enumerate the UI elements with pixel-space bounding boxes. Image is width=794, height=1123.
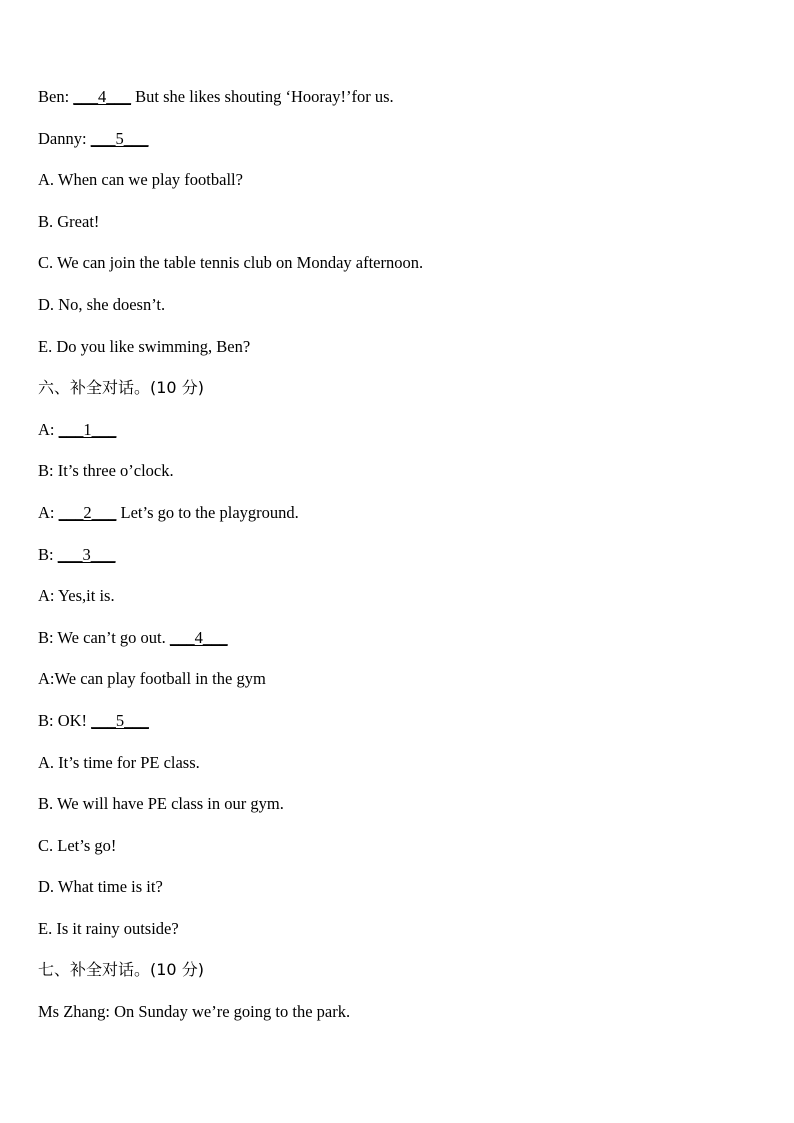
dialogue-line: [38, 710, 149, 732]
dialogue-text: We can play football in the gym: [54, 669, 266, 688]
dialogue-line: [38, 460, 174, 482]
dialogue-text: Yes,it is.: [58, 586, 115, 605]
dialogue-text: We can’t go out.: [57, 628, 166, 647]
dialogue-line: [38, 419, 116, 441]
speaker: A:: [38, 420, 55, 439]
dialogue-line: [38, 668, 266, 690]
answer-blank[interactable]: ___5___: [90, 129, 149, 148]
section-heading-6: 六、补全对话。(10 分): [38, 378, 204, 397]
speaker: A:: [38, 503, 55, 522]
speaker: Danny:: [38, 129, 87, 148]
option-c: C. We can join the table tennis club on Monday afternoon.: [38, 253, 424, 272]
dialogue-line-danny-5: [38, 128, 148, 150]
option-d: D. What time is it?: [38, 877, 163, 896]
speaker: A:: [38, 669, 55, 688]
dialogue-line: [38, 585, 115, 607]
dialogue-text: But she likes shouting ‘Hooray!’for us.: [135, 87, 394, 106]
dialogue-text: It’s three o’clock.: [57, 461, 174, 480]
speaker: Ms Zhang:: [38, 1002, 110, 1021]
dialogue-text: OK!: [57, 711, 88, 730]
answer-blank[interactable]: ___1___: [58, 420, 117, 439]
option-a: A. When can we play football?: [38, 170, 243, 189]
dialogue-line: [38, 502, 299, 524]
dialogue-text: On Sunday we’re going to the park.: [114, 1002, 351, 1021]
section-heading-7: 七、补全对话。(10 分): [38, 960, 204, 979]
answer-blank[interactable]: ___5___: [91, 711, 149, 730]
dialogue-line: [38, 544, 115, 566]
option-c: C. Let’s go!: [38, 836, 117, 855]
option-b: B. We will have PE class in our gym.: [38, 794, 284, 813]
option-b: B. Great!: [38, 212, 100, 231]
speaker: B:: [38, 545, 54, 564]
answer-blank[interactable]: ___2___: [58, 503, 117, 522]
speaker: Ben:: [38, 87, 70, 106]
speaker: B:: [38, 628, 54, 647]
dialogue-line-ben-4: [38, 86, 394, 108]
option-d: D. No, she doesn’t.: [38, 295, 166, 314]
answer-blank[interactable]: ___4___: [169, 628, 228, 647]
option-e: E. Is it rainy outside?: [38, 919, 179, 938]
speaker: B:: [38, 711, 54, 730]
speaker: B:: [38, 461, 54, 480]
option-e: E. Do you like swimming, Ben?: [38, 337, 251, 356]
dialogue-text: Let’s go to the playground.: [120, 503, 299, 522]
answer-blank[interactable]: ___3___: [57, 545, 116, 564]
answer-blank[interactable]: ___4___: [73, 87, 132, 106]
dialogue-line: [38, 627, 228, 649]
speaker: A:: [38, 586, 55, 605]
option-a: A. It’s time for PE class.: [38, 753, 200, 772]
dialogue-line: [38, 1001, 350, 1023]
